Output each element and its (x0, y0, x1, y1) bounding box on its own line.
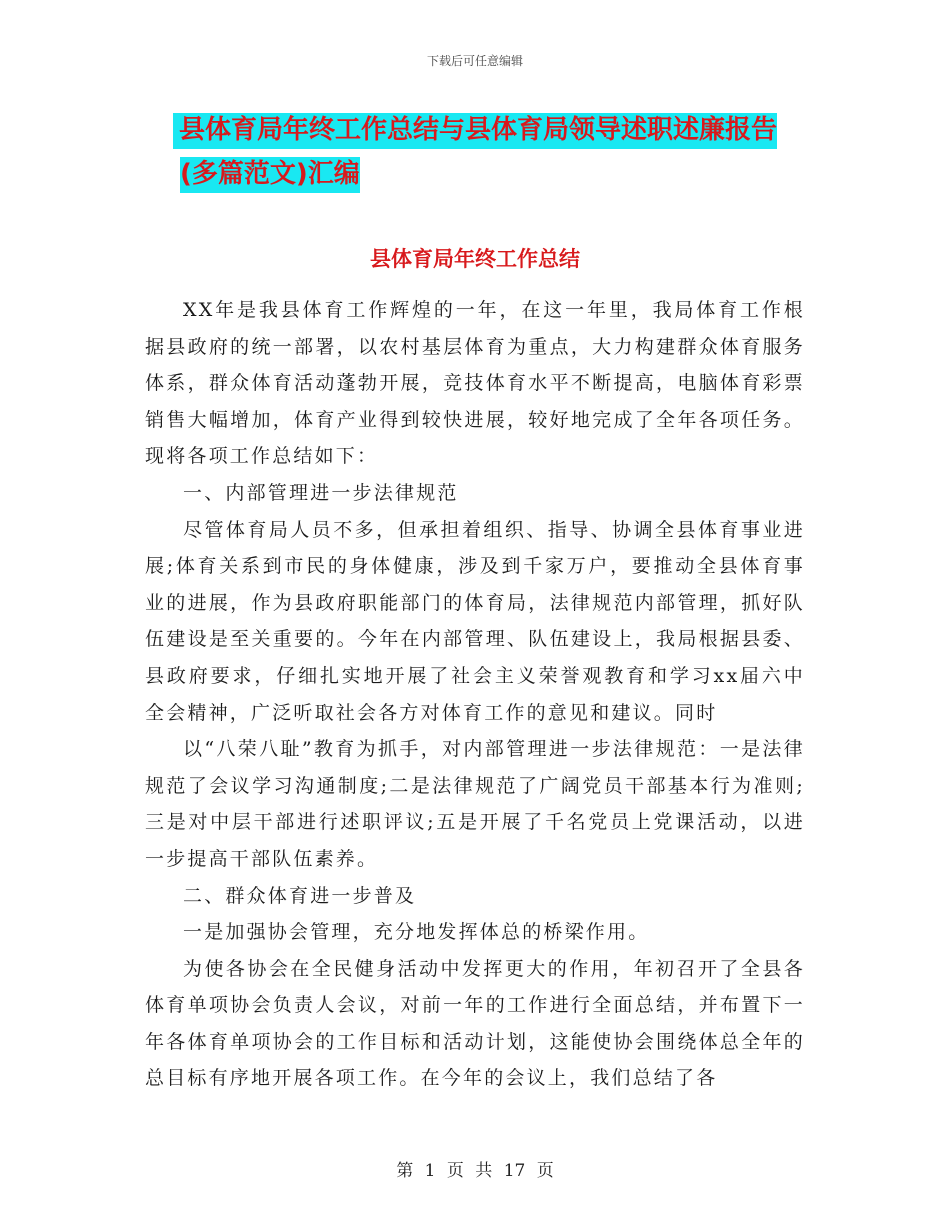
heading-internal-management: 一、内部管理进一步法律规范 (183, 481, 459, 504)
document-title-line-2 (0, 152, 950, 196)
page-number-footer: 第 1 页 共 17 页 (396, 1161, 554, 1181)
paragraph-association-meeting: 为使各协会在全民健身活动中发挥更大的作用，年初召开了全县各体育单项协会负责人会议，对前一年的工作进行全面总结，并布置下一年各体育单项协会的工作目标和活动计划，这能使协会围绕体总全年的总目标有序地开展各项工作。在今年的会议上，我们总结了各 (145, 957, 805, 1090)
document-title-text-2: (多篇范文)汇编 (180, 157, 360, 193)
paragraph-association-management: 一是加强协会管理，充分地发挥体总的桥梁作用。 (183, 921, 650, 944)
paragraph-internal-management: 尽管体育局人员不多，但承担着组织、指导、协调全县体育事业进展;体育关系到市民的身体健康，涉及到千家万户，要推动全县体育事业的进展，作为县政府职能部门的体育局，法律规范内部管理，抓好队伍建设是至关重要的。今年在内部管理、队伍建设上，我局根据县委、县政府要求，仔细扎实地开展了社会主义荣誉观教育和学习xx届六中全会精神，广泛听取社会各方对体育工作的意见和建议。同时 (145, 518, 805, 724)
section-title: 县体育局年终工作总结 (370, 247, 580, 271)
paragraph-intro: XX年是我县体育工作辉煌的一年，在这一年里，我局体育工作根据县政府的统一部署，以农村基层体育为重点，大力构建群众体育服务体系，群众体育活动蓬勃开展，竞技体育水平不断提高，电脑体育彩票销售大幅增加，体育产业得到较快进展，较好地完成了全年各项任务。现将各项工作总结如下： (145, 299, 805, 468)
paragraph-eight-honors: 以“八荣八耻”教育为抓手，对内部管理进一步法律规范：一是法律规范了会议学习沟通制度;二是法律规范了广阔党员干部基本行为准则;三是对中层干部进行述职评议;五是开展了千名党员上党课活动，以进一步提高干部队伍素养。 (145, 738, 805, 870)
document-title-line-1 (0, 108, 950, 152)
document-title-text-1: 县体育局年终工作总结与县体育局领导述职述廉报告 (173, 113, 777, 149)
header-note: 下载后可任意编辑 (426, 54, 523, 68)
heading-mass-sports: 二、群众体育进一步普及 (183, 884, 417, 907)
document-body (145, 292, 805, 1097)
